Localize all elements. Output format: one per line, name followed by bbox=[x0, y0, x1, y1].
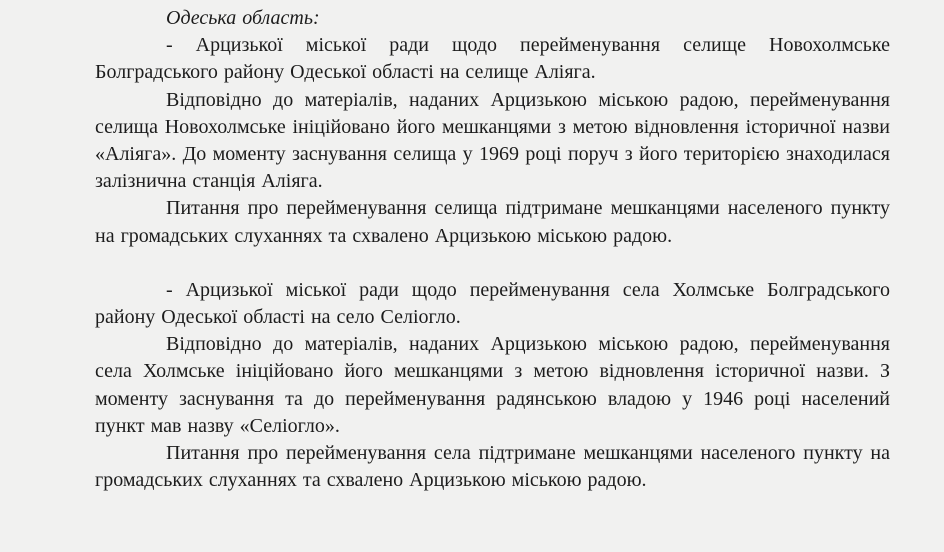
paragraph-novokholmske-materials: Відповідно до матеріалів, наданих Арцизькою міською радою, перейменування селища Новохолмське ініційовано його мешканцями з метою відновлення історичної назви «Аліяга». До моменту заснування селища у 1969 році поруч з його територією знаходилася залізнична станція Аліяга. bbox=[95, 88, 890, 193]
paragraph-novokholmske-renaming-request: - Арцизької міської ради щодо перейменування селище Новохолмське Болградського району Одеської області на селище Аліяга. bbox=[95, 34, 890, 84]
section-separator-gap bbox=[95, 250, 890, 277]
paragraph-kholmske-public-hearings: Питання про перейменування села підтримане мешканцями населеного пункту на громадських слуханнях та схвалено Арцизькою міською радою. bbox=[95, 442, 890, 492]
paragraph-kholmske-renaming-request: - Арцизької міської ради щодо перейменування села Холмське Болградського району Одеської області на село Селіогло. bbox=[95, 278, 890, 329]
paragraph-kholmske-materials: Відповідно до матеріалів, наданих Арцизькою міською радою, перейменування села Холмське ініційовано його мешканцями з метою відновлення історичної назви. З моменту заснування та до перейменування радянською владою у 1946 році населений пункт мав назву «Селіогло». bbox=[95, 333, 890, 437]
region-heading-odeska-oblast: Одеська область: bbox=[166, 7, 320, 29]
paragraph-novokholmske-public-hearings: Питання про перейменування селища підтримане мешканцями населеного пункту на громадських слуханнях та схвалено Арцизькою міською радою. bbox=[95, 197, 890, 247]
